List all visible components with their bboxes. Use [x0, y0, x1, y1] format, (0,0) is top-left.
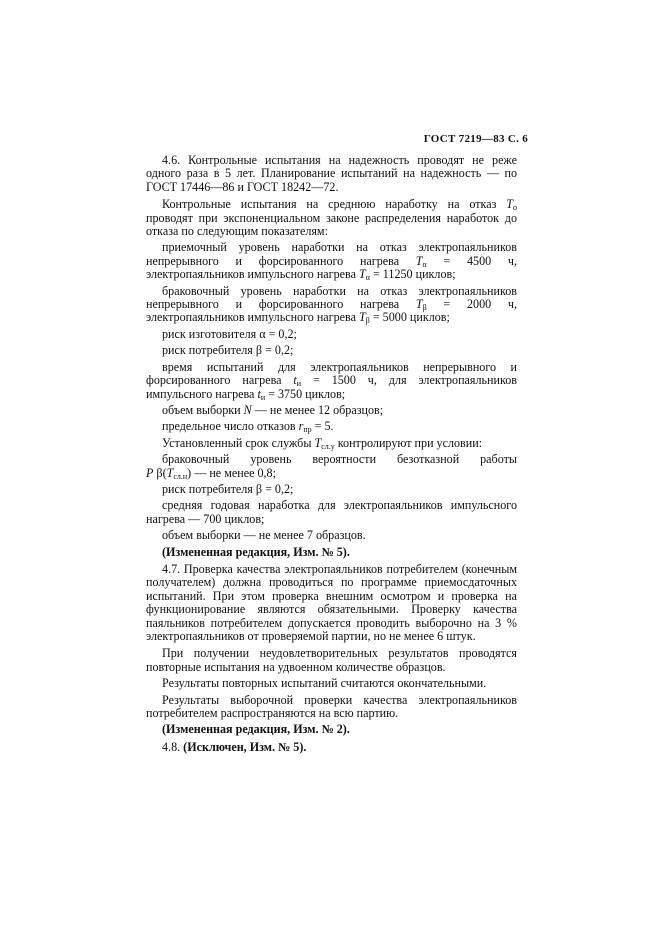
paragraph-4-8: 4.8. (Исключен, Изм. № 5).	[162, 739, 307, 754]
paragraph-reliability-level: браковочный уровень вероятности безотказной работы	[162, 452, 517, 467]
paragraph-consumer-risk: риск потребителя β = 0,2;	[162, 343, 294, 358]
paragraph-consumer-risk-2: риск потребителя β = 0,2;	[162, 481, 294, 496]
paragraph-probability: P $\beta(T_{сл.н})$ — не менее 0,8;	[146, 465, 276, 481]
amendment-note-2: (Измененная редакция, Изм. № 2).	[162, 722, 350, 737]
paragraph-rejection-level: браковочный уровень наработки на отказ электропаяльников непрерывного и форсированного нагрева $T_\beta = 2000$ ч, электропаяльников импульсного нагрева $T_\beta = 5000$ циклов;	[146, 283, 518, 326]
paragraph-service-life: Установленный срок службы $T_{сл.у}$ контролируют при условии:	[162, 435, 483, 451]
paragraph-sample-size: объем выборки N — не менее 12 образцов;	[162, 402, 384, 417]
paragraph-annual-operation: средняя годовая наработка для электропаяльников импульсного нагрева — 700 циклов;	[146, 498, 517, 526]
page-header: ГОСТ 7219—83 С. 6	[423, 133, 528, 145]
paragraph-failure-limit: предельное число отказов $r_{пр} = 5$.	[162, 419, 334, 435]
paragraph-retest: При получении неудовлетворительных результатов проводятся повторные испытания на удвоенном количестве образцов.	[146, 646, 517, 674]
paragraph-sample-size-2: объем выборки — не менее 7 образцов.	[162, 528, 366, 543]
paragraph-mtbf-tests: Контрольные испытания на среднюю наработку на отказ $T_o$ проводят при экспоненциальном законе распределения наработок до отказа по следующим показателям:	[146, 197, 517, 239]
amendment-note-5: (Измененная редакция, Изм. № 5).	[162, 544, 350, 559]
paragraph-producer-risk: риск изготовителя α = 0,2;	[162, 326, 297, 341]
paragraph-retest-final: Результаты повторных испытаний считаются окончательными.	[162, 676, 487, 691]
document-body	[146, 154, 517, 754]
paragraph-test-time: время испытаний для электропаяльников непрерывного и форсированного нагрева $t_и = 1500$ ч, для электропаяльников импульсного нагрева $t_и = 3750$ циклов;	[146, 359, 517, 402]
paragraph-4-6: 4.6. Контрольные испытания на надежность проводят не реже одного раза в 5 лет. Планирование испытаний на надежность — по ГОСТ 17446—86 и ГОСТ 18242—72.	[146, 153, 517, 194]
paragraph-acceptance-level: приемочный уровень наработки на отказ электропаяльников непрерывного и форсированного нагрева $T_\alpha = 4500$ ч, электропаяльников импульсного нагрева $T_\alpha = 11250$ циклов;	[146, 240, 518, 283]
paragraph-sample-results: Результаты выборочной проверки качества электропаяльников потребителем распространяются на всю партию.	[146, 692, 517, 721]
paragraph-4-7: 4.7. Проверка качества электропаяльников потребителем (конечным получателем) должна проводиться по программе приемосдаточных испытаний. При этом проверка внешним осмотром и проверка на функционирование являются обязательными. Проверку качества паяльников потребителем допускается проводить выборочно на 3 % электропаяльников от проверяемой партии, но не менее 6 штук.	[146, 561, 517, 643]
